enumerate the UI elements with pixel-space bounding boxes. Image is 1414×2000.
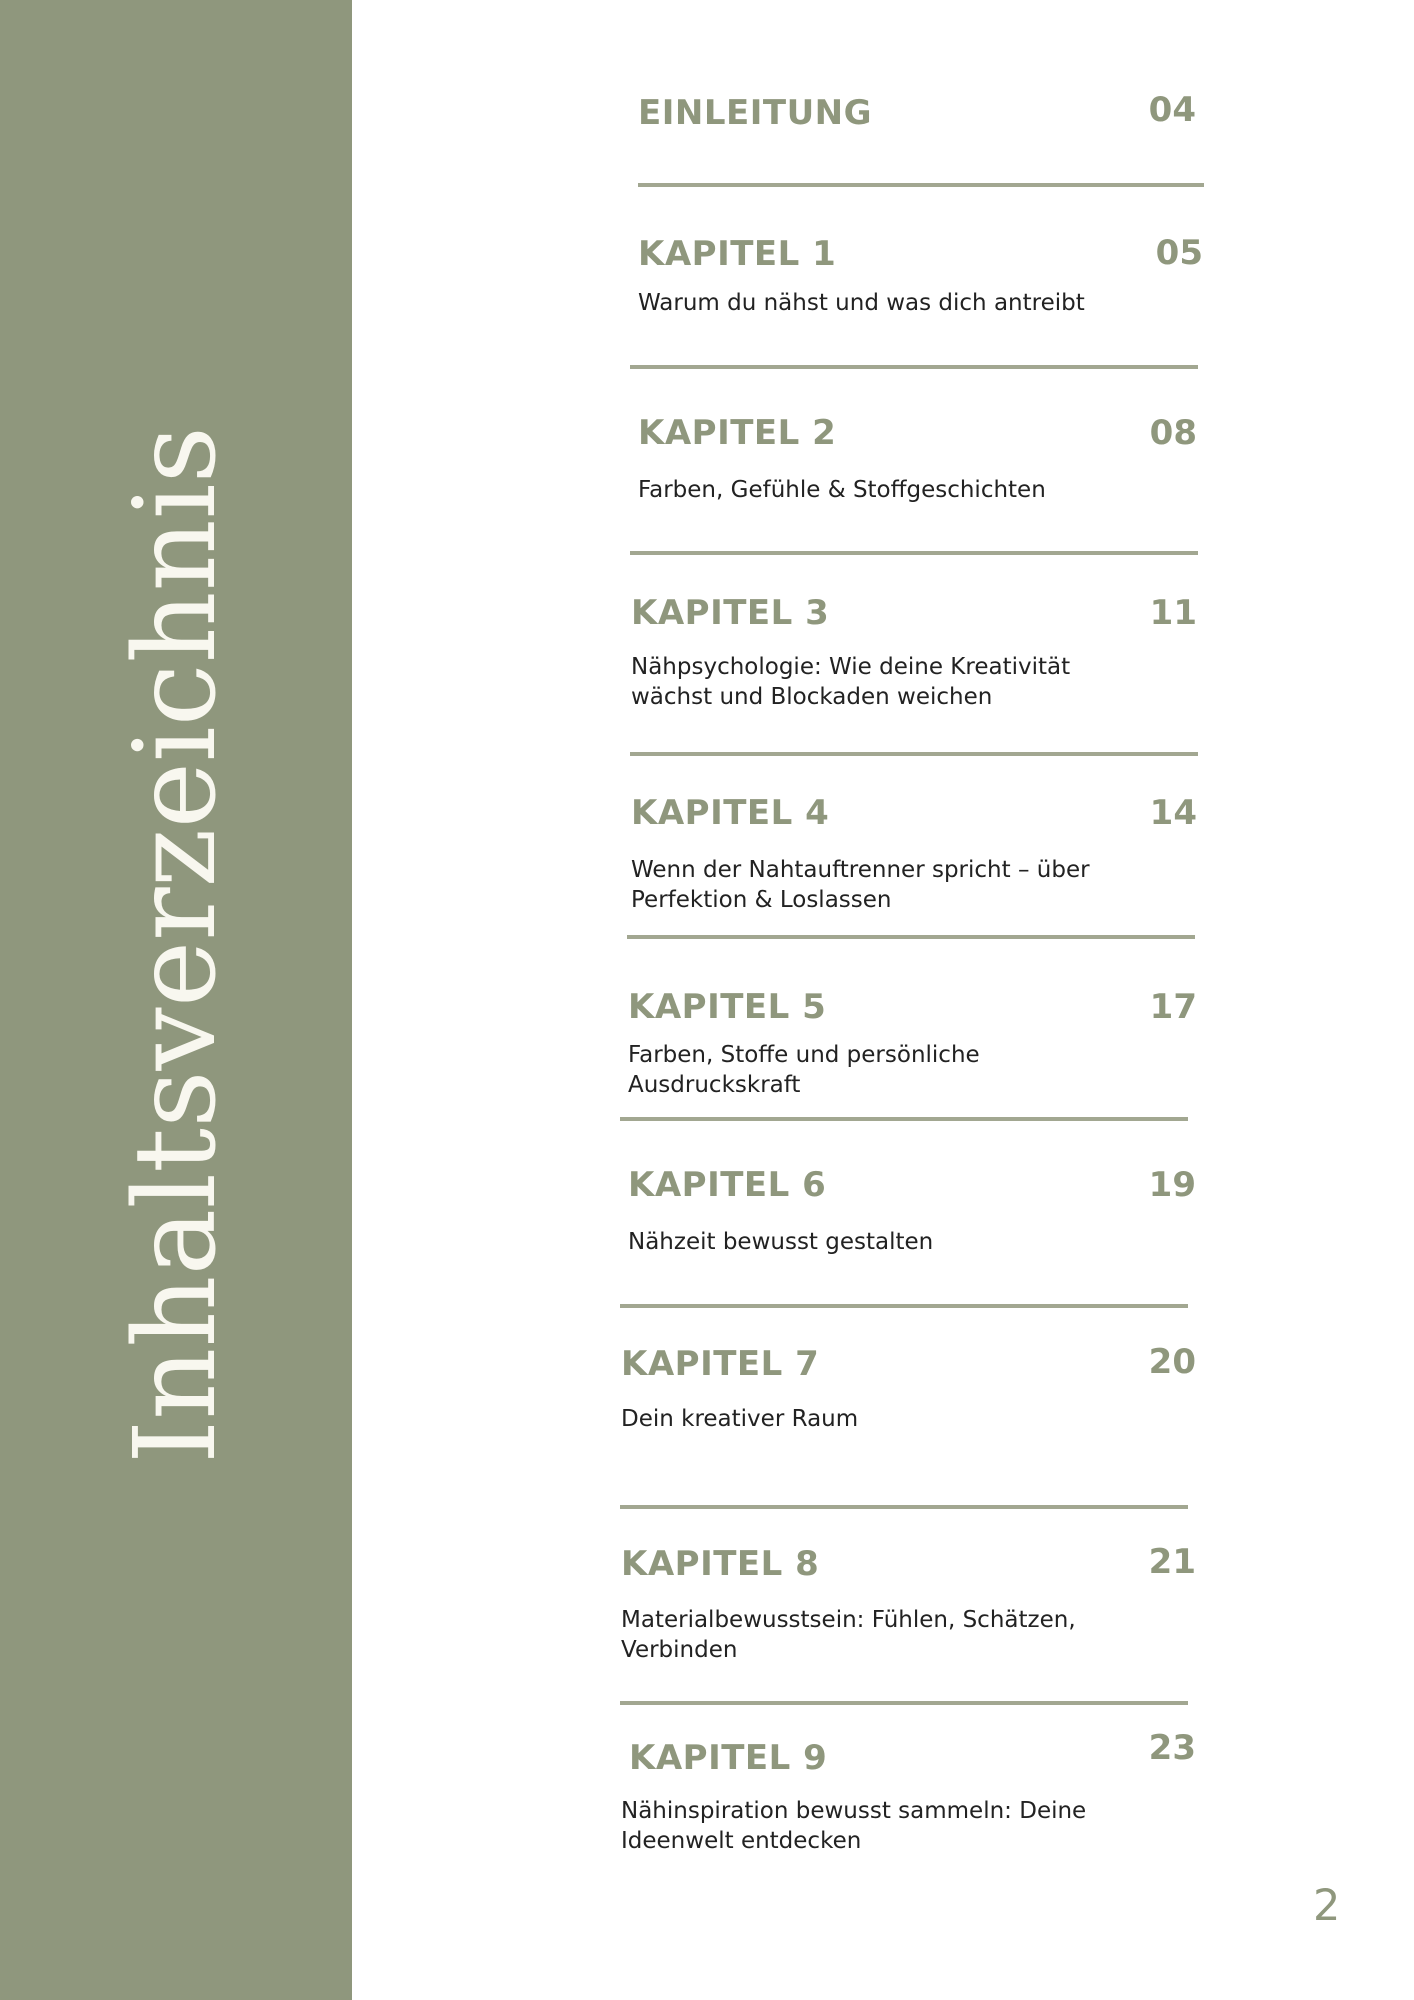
toc-entry-page-kapitel-7: 20: [1148, 1342, 1196, 1382]
divider: [620, 1304, 1188, 1308]
divider: [620, 1701, 1188, 1705]
toc-entry-page-kapitel-2: 08: [1149, 413, 1197, 453]
toc-entry-title-kapitel-2: KAPITEL 2: [638, 413, 837, 453]
divider: [630, 551, 1198, 555]
toc-entry-title-kapitel-8: KAPITEL 8: [621, 1544, 820, 1584]
toc-entry-page-kapitel-6: 19: [1148, 1165, 1196, 1205]
divider: [620, 1117, 1188, 1121]
toc-entry-title-kapitel-9: KAPITEL 9: [629, 1738, 828, 1778]
divider: [630, 752, 1198, 756]
toc-entry-description-kapitel-4: Wenn der Nahtauftrenner spricht – über Perfektion & Loslassen: [631, 857, 1090, 913]
toc-entry-title-kapitel-7: KAPITEL 7: [621, 1344, 820, 1384]
toc-entry-page-kapitel-5: 17: [1149, 987, 1197, 1027]
toc-entry-page-kapitel-1: 05: [1155, 233, 1203, 273]
toc-entry-description-kapitel-8: Materialbewusstsein: Fühlen, Schätzen, Verbinden: [621, 1607, 1076, 1663]
divider: [627, 935, 1195, 939]
toc-entry-description-kapitel-3: Nähpsychologie: Wie deine Kreativität wächst und Blockaden weichen: [631, 654, 1071, 710]
divider: [630, 365, 1198, 369]
divider: [620, 1505, 1188, 1509]
toc-entry-page-kapitel-9: 23: [1148, 1728, 1196, 1768]
page-number: 2: [1313, 1881, 1341, 1931]
toc-entry-page-kapitel-8: 21: [1148, 1542, 1196, 1582]
toc-entry-description-kapitel-5: Farben, Stoffe und persönliche Ausdruckskraft: [628, 1042, 980, 1098]
toc-entry-description-kapitel-2: Farben, Gefühle & Stoffgeschichten: [638, 477, 1046, 503]
toc-entry-title-einleitung: EINLEITUNG: [638, 93, 873, 133]
toc-entry-title-kapitel-1: KAPITEL 1: [638, 234, 837, 274]
toc-entry-title-kapitel-6: KAPITEL 6: [628, 1165, 827, 1205]
table-of-contents-title: Inhaltsverzeichnis: [111, 425, 241, 1465]
toc-entry-page-kapitel-4: 14: [1149, 793, 1197, 833]
toc-entry-title-kapitel-4: KAPITEL 4: [631, 793, 830, 833]
toc-entry-page-einleitung: 04: [1148, 90, 1196, 130]
toc-entry-title-kapitel-3: KAPITEL 3: [631, 593, 830, 633]
toc-entry-description-kapitel-7: Dein kreativer Raum: [621, 1406, 859, 1432]
divider: [638, 183, 1204, 187]
toc-entry-page-kapitel-3: 11: [1149, 593, 1197, 633]
toc-entry-title-kapitel-5: KAPITEL 5: [628, 987, 827, 1027]
toc-entry-description-kapitel-1: Warum du nähst und was dich antreibt: [638, 290, 1085, 316]
toc-entry-description-kapitel-6: Nähzeit bewusst gestalten: [628, 1229, 934, 1255]
toc-entry-description-kapitel-9: Nähinspiration bewusst sammeln: Deine Ideenwelt entdecken: [621, 1798, 1087, 1854]
